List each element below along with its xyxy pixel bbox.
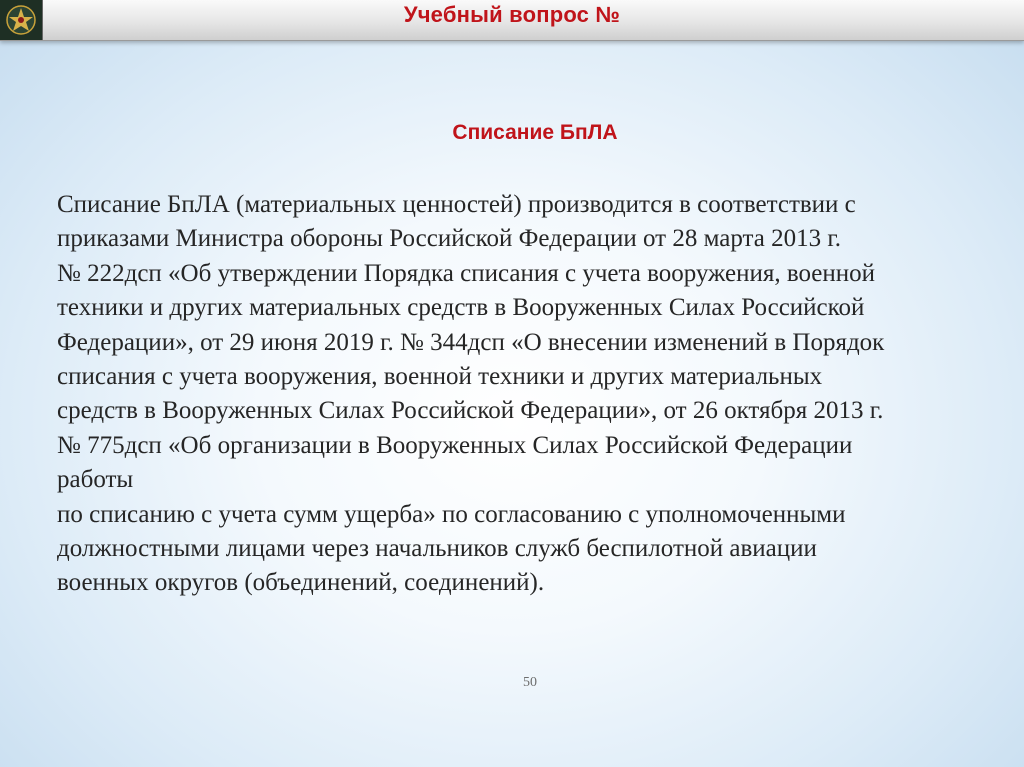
slide-title: Списание БпЛА (452, 121, 618, 144)
page-number: 50 (523, 675, 537, 690)
header-title: Учебный вопрос № (403, 2, 621, 27)
header-bar (0, 0, 1024, 41)
body-text: Списание БпЛА (материальных ценностей) производится в соответствии с приказами Министра обороны Российской Федерации от 28 марта 2013 г. № 222дсп «Об утверждении Порядка списания с учета вооружения, военной техники и других материальных средств в Вооруженных Силах Российской Федерации», от 29 июня 2019 г. № 344дсп «О внесении изменений в Порядок списания с учета вооружения, военной техники и других материальных средств в Вооруженных Силах Российской Федерации», от 26 октября 2013 г. № 775дсп «Об организации в Вооруженных Силах Российской Федерации работы по списанию с учета сумм ущерба» по согласованию с уполномоченными должностными лицами через начальников служб беспилотной авиации военных округов (объединений, соединений). (57, 191, 885, 597)
